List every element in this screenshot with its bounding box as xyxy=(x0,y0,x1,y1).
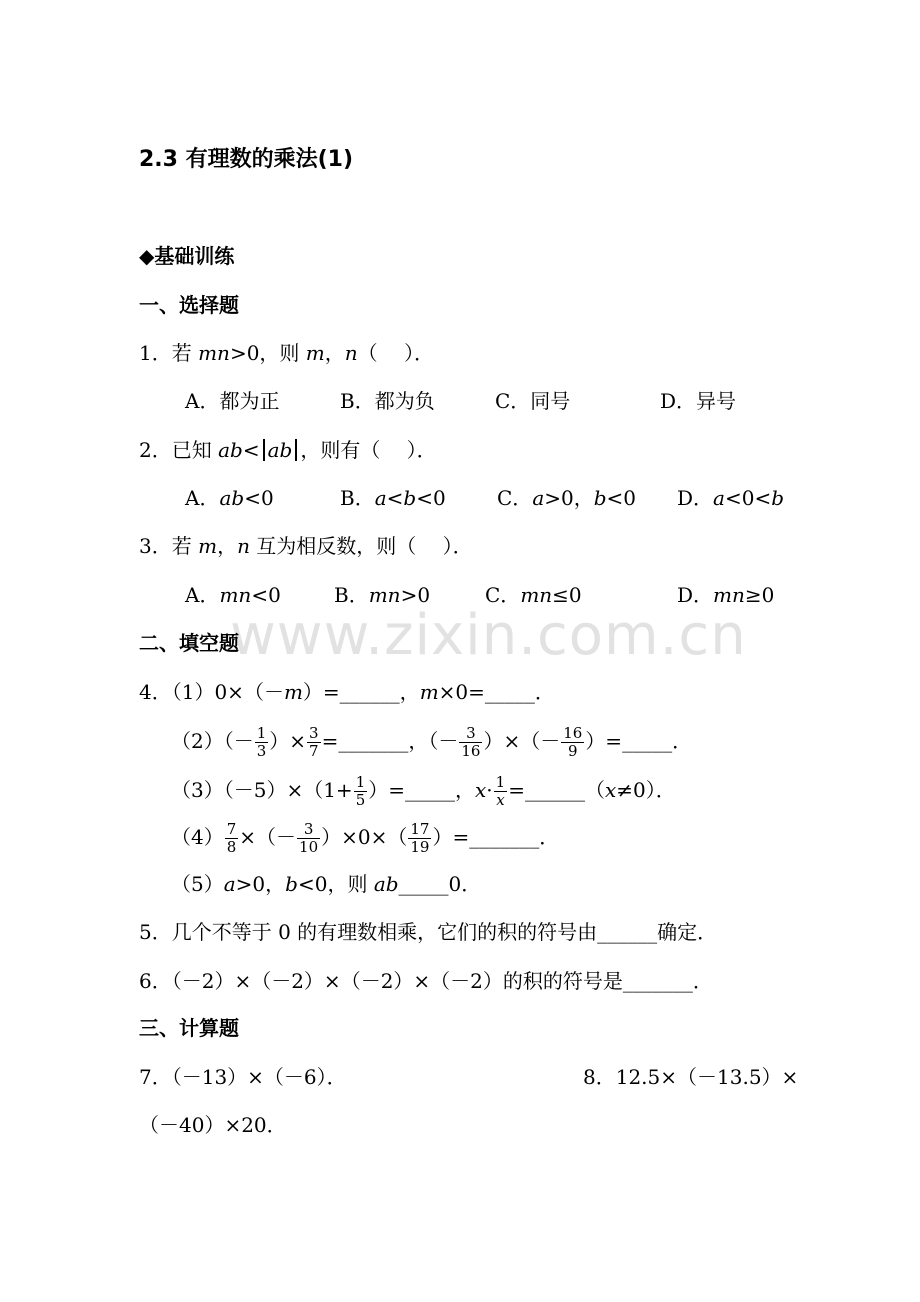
q1-option-a: A．都为正 xyxy=(185,389,280,413)
variable: x xyxy=(604,778,617,802)
page-title: 2.3 有理数的乘法(1) xyxy=(139,147,354,172)
option-letter: C． xyxy=(497,486,533,510)
text: ×（－ xyxy=(239,825,297,849)
text: ≤0 xyxy=(552,583,582,607)
text: ×0=_____． xyxy=(438,680,555,704)
question-1 xyxy=(139,341,434,365)
denominator: 19 xyxy=(410,838,430,856)
question-2 xyxy=(139,438,437,462)
variable: m xyxy=(419,680,439,704)
q3-option-d xyxy=(677,583,774,607)
variable: ab xyxy=(218,438,243,462)
section-heading: ◆基础训练 xyxy=(139,244,235,268)
text: ）×（－ xyxy=(483,729,561,753)
q1-option-c: C．同号 xyxy=(495,389,571,413)
denominator: 16 xyxy=(461,742,481,760)
option-letter: D． xyxy=(677,583,714,607)
text: <0，则 xyxy=(297,872,374,896)
variable: b xyxy=(593,486,607,510)
text: ）=______， xyxy=(302,680,420,704)
q2-option-c xyxy=(497,486,636,510)
q1-option-d: D．异号 xyxy=(660,389,737,413)
text: <0 xyxy=(416,486,446,510)
text: >0， xyxy=(544,486,594,510)
variable: a xyxy=(713,486,725,510)
fraction xyxy=(459,725,482,760)
denominator: 3 xyxy=(256,742,267,760)
question-number: 3． xyxy=(139,534,172,558)
option-letter: A． xyxy=(185,583,220,607)
numerator: 3 xyxy=(297,821,320,839)
text: >0， xyxy=(235,872,286,896)
q3-option-a xyxy=(185,583,281,607)
numerator: 3 xyxy=(309,724,319,742)
text: ≥0 xyxy=(744,583,775,607)
text: （ ）． xyxy=(357,341,435,365)
text: =______（ xyxy=(508,778,605,802)
question-7: 7．（－13）×（－6）． xyxy=(139,1065,347,1089)
text: （3）（－5）×（1+ xyxy=(171,778,353,802)
q3-option-b xyxy=(334,583,430,607)
variable: m xyxy=(198,534,218,558)
text: _____0． xyxy=(398,872,482,896)
numerator: 16 xyxy=(563,724,583,742)
question-number: 1． xyxy=(139,341,172,365)
text: ）× xyxy=(269,729,307,753)
text: 若 xyxy=(171,534,199,558)
fraction xyxy=(354,774,368,809)
variable: a xyxy=(532,486,545,510)
variable: b xyxy=(403,486,417,510)
text: （1）0×（－ xyxy=(171,680,284,704)
text: （4） xyxy=(171,825,224,849)
variable: a xyxy=(374,486,387,510)
fraction xyxy=(225,821,239,856)
fraction xyxy=(494,774,508,809)
part-heading-calc: 三、计算题 xyxy=(139,1016,239,1040)
question-4 xyxy=(139,680,555,704)
text: <0 xyxy=(606,486,637,510)
question-8: 8．12.5×（－13.5）× xyxy=(583,1065,799,1089)
variable: mn xyxy=(219,583,252,607)
question-number: 2． xyxy=(139,438,172,462)
text: ）=_____． xyxy=(585,729,693,753)
question-3 xyxy=(139,534,473,558)
text: <0< xyxy=(724,486,772,510)
text: ， xyxy=(324,341,345,365)
text: >0 xyxy=(400,583,431,607)
variable: b xyxy=(771,486,785,510)
variable: ab xyxy=(373,872,399,896)
question-4-part-4 xyxy=(171,821,559,856)
q2-option-b xyxy=(340,486,446,510)
variable: mn xyxy=(368,583,401,607)
text: < xyxy=(242,438,260,462)
numerator: 1 xyxy=(495,773,506,791)
text: 已知 xyxy=(171,438,219,462)
fraction xyxy=(307,725,321,760)
text: <0 xyxy=(251,583,281,607)
fraction xyxy=(561,725,584,760)
text: ，则有（ ）． xyxy=(300,438,437,462)
abs-bar xyxy=(295,439,297,461)
part-heading-fill: 二、填空题 xyxy=(139,631,239,655)
q1-option-b: B．都为负 xyxy=(340,389,435,413)
variable: mn xyxy=(198,341,230,365)
variable: mn xyxy=(520,583,553,607)
variable: ab xyxy=(219,486,245,510)
variable: a xyxy=(223,872,236,896)
variable: x xyxy=(475,778,487,802)
numerator: 1 xyxy=(256,724,267,742)
text: ）=_____， xyxy=(368,778,476,802)
text: <0 xyxy=(244,486,274,510)
variable: m xyxy=(305,341,325,365)
option-letter: A． xyxy=(185,486,220,510)
variable: n xyxy=(344,341,358,365)
denominator: 8 xyxy=(226,838,237,856)
option-letter: C． xyxy=(485,583,521,607)
numerator: 7 xyxy=(226,820,237,838)
fraction xyxy=(297,821,320,856)
watermark: www.zixin.com.cn xyxy=(230,603,747,668)
denominator: x xyxy=(496,791,505,809)
text: ≠0）． xyxy=(616,778,676,802)
q2-option-d xyxy=(677,486,784,510)
text: ）=_______． xyxy=(432,825,560,849)
text: 互为相反数，则（ ）． xyxy=(249,534,473,558)
part-heading-choice: 一、选择题 xyxy=(139,293,239,317)
question-5: 5．几个不等于 0 的有理数相乘，它们的积的符号由______确定． xyxy=(139,920,718,944)
option-letter: B． xyxy=(334,583,369,607)
abs-bar xyxy=(263,439,265,461)
fraction xyxy=(408,821,431,856)
variable: b xyxy=(285,872,298,896)
question-4-part-2 xyxy=(171,725,692,760)
text: >0，则 xyxy=(229,341,306,365)
option-letter: D． xyxy=(677,486,714,510)
text: ）×0×（ xyxy=(321,825,408,849)
denominator: 5 xyxy=(355,791,366,809)
question-6: 6．（－2）×（－2）×（－2）×（－2）的积的符号是_______． xyxy=(139,969,713,993)
numerator: 3 xyxy=(459,725,482,743)
denominator: 7 xyxy=(309,742,319,760)
text: （5） xyxy=(171,872,224,896)
question-4-part-3 xyxy=(171,774,676,809)
variable: ab xyxy=(267,438,293,462)
variable: m xyxy=(283,680,303,704)
text: < xyxy=(386,486,404,510)
question-8-continued: （－40）×20． xyxy=(139,1113,287,1137)
text: 若 xyxy=(171,341,199,365)
text: ， xyxy=(217,534,238,558)
numerator: 1 xyxy=(355,773,366,791)
q3-option-c xyxy=(485,583,582,607)
numerator: 17 xyxy=(410,820,430,838)
question-4-part-5 xyxy=(171,872,481,896)
text: · xyxy=(486,778,493,802)
denominator: 10 xyxy=(299,838,319,856)
q2-option-a xyxy=(185,486,274,510)
text: （2）（－ xyxy=(171,729,254,753)
option-letter: B． xyxy=(340,486,375,510)
denominator: 9 xyxy=(567,742,578,760)
fraction xyxy=(255,725,269,760)
variable: n xyxy=(237,534,250,558)
variable: mn xyxy=(713,583,745,607)
text: =_______，（－ xyxy=(321,729,459,753)
question-number: 4． xyxy=(139,680,172,704)
